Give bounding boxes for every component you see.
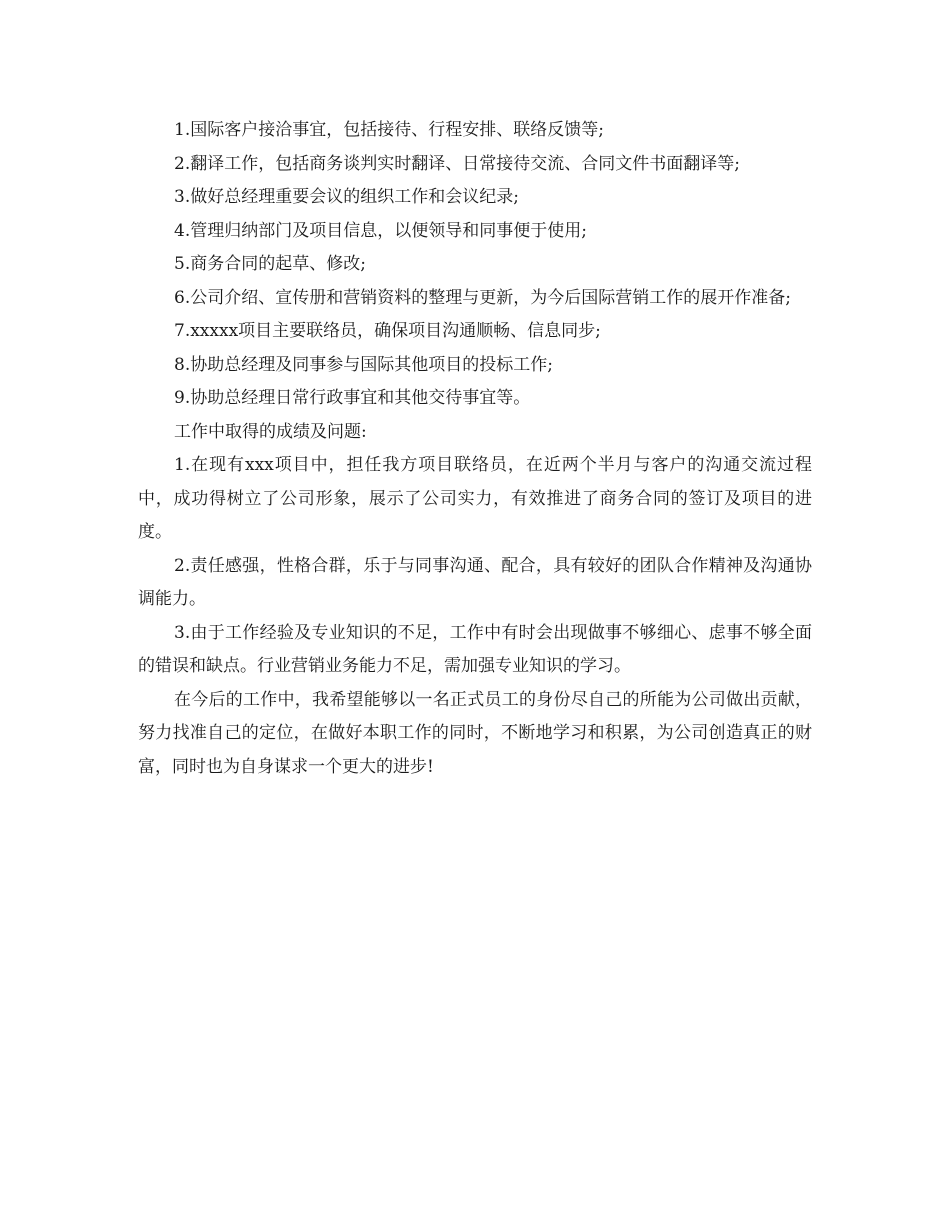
duty-item-9: 9.协助总经理日常行政事宜和其他交待事宜等。	[174, 388, 531, 408]
achievement-item-3: 3.由于工作经验及专业知识的不足，工作中有时会出现做事不够细心、虑事不够全面的错误和缺点。行业营销业务能力不足，需加强专业知识的学习。	[138, 622, 812, 676]
duty-item-6: 6.公司介绍、宣传册和营销资料的整理与更新，为今后国际营销工作的展开作准备;	[174, 287, 791, 308]
achievement-item-2: 2.责任感强，性格合群，乐于与同事沟通、配合，具有较好的团队合作精神及沟通协调能力。	[138, 555, 812, 609]
duty-item-8: 8.协助总经理及同事参与国际其他项目的投标工作;	[174, 354, 553, 375]
duty-item-5: 5.商务合同的起草、修改;	[174, 254, 366, 274]
achievement-item-1: 1.在现有xxx项目中，担任我方项目联络员，在近两个半月与客户的沟通交流过程中，成功得树立了公司形象，展示了公司实力，有效推进了商务合同的签订及项目的进度。	[138, 455, 812, 542]
duty-item-4: 4.管理归纳部门及项目信息，以便领导和同事便于使用;	[174, 220, 587, 241]
duty-item-7: 7.xxxxx项目主要联络员，确保项目沟通顺畅、信息同步;	[174, 321, 601, 341]
duty-item-3: 3.做好总经理重要会议的组织工作和会议纪录;	[174, 187, 519, 207]
closing-paragraph: 在今后的工作中，我希望能够以一名正式员工的身份尽自己的所能为公司做出贡献，努力找准自己的定位，在做好本职工作的同时，不断地学习和积累，为公司创造真正的财富，同时也为自身谋求一个更大的进步!	[138, 689, 812, 777]
document-body	[138, 114, 812, 784]
duty-item-2: 2.翻译工作，包括商务谈判实时翻译、日常接待交流、合同文件书面翻译等;	[174, 153, 740, 174]
section-heading: 工作中取得的成绩及问题:	[174, 421, 367, 442]
duty-item-1: 1.国际客户接洽事宜，包括接待、行程安排、联络反馈等;	[174, 120, 604, 140]
